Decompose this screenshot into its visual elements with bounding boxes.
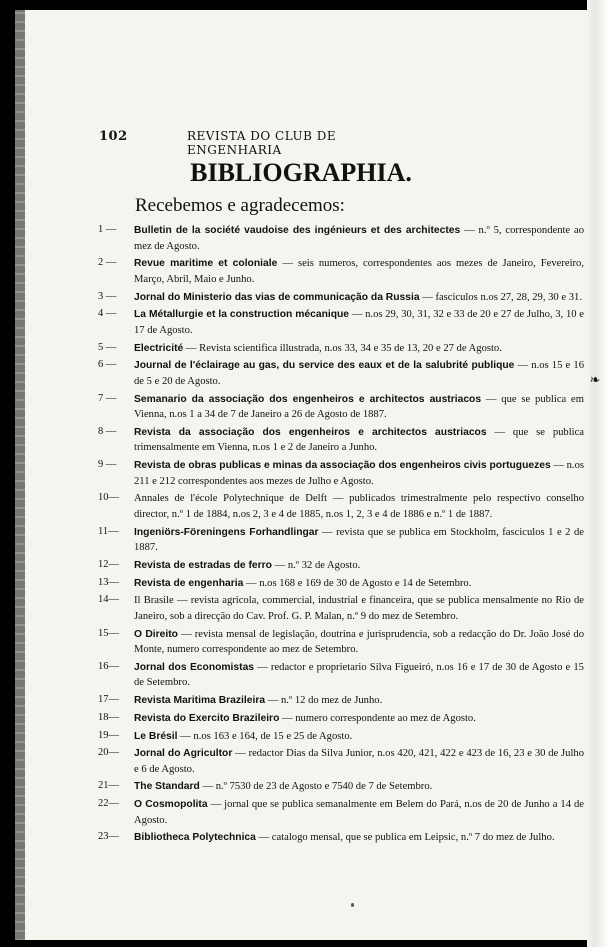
bibliography-entry [98, 223, 584, 254]
entry-title: Bibliotheca Polytechnica [134, 832, 256, 844]
entry-description: — Revista scientifica illustrada, n.os 33, 34 e 35 de 13, 20 e 27 de Agosto. [183, 342, 502, 354]
bibliography-entry [98, 425, 584, 456]
entry-description: — n.º 32 de Agosto. [271, 559, 361, 571]
entry-number: 15— [98, 627, 119, 639]
entry-number: 1 — [98, 224, 117, 235]
entry-number: 21— [98, 780, 119, 792]
section-title: BIBLIOGRAPHIA. [190, 158, 412, 187]
bibliography-entry [98, 797, 584, 828]
entry-title: Revista da associação dos engenheiros e architectos austriacos [134, 426, 487, 438]
entry-description: — numero correspondente ao mez de Agosto. [279, 712, 476, 724]
entry-number: 18— [98, 711, 119, 723]
entry-title: Ingeniörs-Föreningens Forhandlingar [134, 526, 319, 538]
bibliography-entry [98, 711, 584, 727]
entry-title: Semanario da associação dos engenheiros e architectos austriacos [134, 393, 482, 405]
entry-description: — n.os 211 e 212 correspondentes aos mezes de Julho e Agosto. [134, 460, 584, 487]
entry-number: 11— [98, 525, 119, 537]
entry-number: 8 — [98, 425, 117, 437]
running-title: REVISTA DO CLUB DE ENGENHARIA [187, 129, 337, 157]
page-edge-right [587, 0, 606, 947]
entry-description: — n.º 12 do mez de Junho. [265, 695, 383, 707]
entry-description: — n.º 5, correspondente ao mez de Agosto. [134, 225, 584, 252]
entry-description: — n.os 15 e 16 de 5 e 20 de Agosto. [134, 360, 584, 387]
entry-number: 7 — [98, 392, 117, 404]
entry-title: Journal de l'éclairage au gas, du service des eaux et de la salubrité publique [134, 360, 515, 372]
entry-number: 9 — [98, 459, 117, 471]
entry-number: 22— [98, 798, 119, 810]
margin-mark: ❧ [589, 373, 601, 388]
bibliography-list [98, 223, 584, 848]
entry-title: Electricité [134, 342, 184, 354]
entry-number: 5 — [98, 341, 117, 353]
entry-title: Revista de engenharia [134, 577, 244, 589]
entry-title: La Métallurgie et la construction mécanique [134, 309, 350, 321]
entry-number: 13— [98, 576, 119, 588]
bibliography-entry [98, 660, 584, 691]
entry-number: 6 — [98, 359, 117, 371]
entry-number: 4 — [98, 308, 117, 320]
entry-title: Bulletin de la société vaudoise des ingénieurs et des architectes [134, 225, 461, 236]
entry-number: 10— [98, 492, 119, 504]
entry-description: — que se publica em Vienna, n.os 1 a 34 de 7 de Janeiro a 26 de Agosto de 1887. [134, 393, 584, 421]
entry-description: Annales de l'école Polytechnique de Delft — publicados trimestralmente pelo respectivo conselho director, n.º 1 de 1884, n.os 2, 3 e 4 de 1885, n.os 1, 2, 3 e 4 de 1886 e n.º 1 de 1887. [134, 493, 584, 520]
entry-title: Revista de estradas de ferro [134, 559, 272, 571]
bibliography-entry [98, 746, 584, 777]
entry-number: 14— [98, 594, 119, 606]
entry-description: — n.os 168 e 169 de 30 de Agosto e 14 de Setembro. [243, 577, 472, 589]
entry-number: 12— [98, 558, 119, 570]
entry-number: 20— [98, 747, 119, 759]
bibliography-entry [98, 341, 584, 357]
page-number: 102 [99, 129, 128, 144]
entry-title: Jornal dos Economistas [134, 661, 255, 673]
entry-title: Revue maritime et coloniale [134, 258, 278, 270]
entry-title: Revista do Exercito Brazileiro [134, 712, 280, 724]
entry-title: The Standard [134, 781, 200, 793]
entry-description: — que se publica trimensalmente em Vienna, n.os 1 e 2 de Janeiro a Junho. [134, 426, 584, 454]
bibliography-entry [98, 693, 584, 709]
entry-number: 23— [98, 831, 119, 843]
entry-description: — n.os 163 e 164, de 15 e 25 de Agosto. [177, 730, 353, 742]
entry-number: 3 — [98, 290, 117, 302]
entry-number: 19— [98, 729, 119, 741]
bibliography-entry [98, 458, 584, 489]
paper-speck [351, 903, 354, 907]
entry-description: — catalogo mensal, que se publica em Leipsic, n.º 7 do mez de Julho. [255, 832, 555, 844]
entry-description: — fasciculos n.os 27, 28, 29, 30 e 31. [419, 291, 582, 303]
bibliography-entry [98, 558, 584, 574]
entry-title: Revista Maritima Brazileira [134, 695, 266, 707]
entry-title: Le Brésil [134, 730, 178, 742]
entry-description: — revista mensal de legislação, doutrina e jurisprudencia, sob a redacção do Dr. João José do Monte, numero correspondente ao mez de Setembro. [134, 628, 584, 656]
entry-title: O Direito [134, 628, 178, 640]
bibliography-entry [98, 525, 584, 556]
bibliography-entry [98, 729, 584, 745]
entry-number: 2 — [98, 257, 117, 269]
entry-description: — n.º 7530 de 23 de Agosto e 7540 de 7 de Setembro. [199, 781, 433, 793]
bibliography-entry [98, 290, 584, 306]
entry-description: — redactor Dias da Silva Junior, n.os 420, 421, 422 e 423 de 16, 23 e 30 de Julho e 6 de Agosto. [134, 748, 584, 775]
entry-description: — redactor e proprietario Silva Figueiró, n.os 16 e 17 de 30 de Agosto e 15 de Setembro. [134, 661, 584, 689]
entry-title: Revista de obras publicas e minas da associação dos engenheiros civis portuguezes [134, 460, 551, 472]
entry-title: O Cosmopolita [134, 799, 208, 811]
entry-description: — jornal que se publica semanalmente em Belem do Pará, n.os de 20 de Junho a 14 de Agosto. [134, 799, 584, 826]
entry-description: — revista que se publica em Stockholm, fasciculos 1 e 2 de 1887. [134, 526, 584, 554]
page-header [99, 129, 429, 157]
entry-number: 16— [98, 660, 119, 672]
bibliography-entry [98, 491, 584, 522]
bibliography-entry [98, 593, 584, 624]
bibliography-entry [98, 576, 584, 592]
document-page [15, 10, 587, 940]
bibliography-entry [98, 627, 584, 658]
bibliography-entry [98, 307, 584, 338]
bibliography-entry [98, 256, 584, 287]
entry-title: Jornal do Ministerio das vias de communicação da Russia [134, 291, 420, 303]
bibliography-entry [98, 779, 584, 795]
section-subtitle: Recebemos e agradecemos: [135, 195, 345, 216]
entry-description: Il Brasile — revista agricola, commercial, industrial e financeira, que se publica mensalmente no Rio de Janeiro, sob a direcção do Cav. Prof. G. P. Malan, n.º 9 do mez de Setembro. [134, 595, 584, 622]
binding-edge [15, 10, 25, 940]
entry-description: — n.os 29, 30, 31, 32 e 33 de 20 e 27 de Julho, 3, 10 e 17 de Agosto. [134, 309, 584, 336]
bibliography-entry [98, 358, 584, 389]
bibliography-entry [98, 830, 584, 846]
entry-number: 17— [98, 694, 119, 706]
entry-description: — seis numeros, correspondentes aos mezes de Janeiro, Fevereiro, Março, Abril, Maio e Junho. [134, 258, 584, 285]
entry-title: Jornal do Agricultor [134, 748, 233, 760]
bibliography-entry [98, 392, 584, 423]
